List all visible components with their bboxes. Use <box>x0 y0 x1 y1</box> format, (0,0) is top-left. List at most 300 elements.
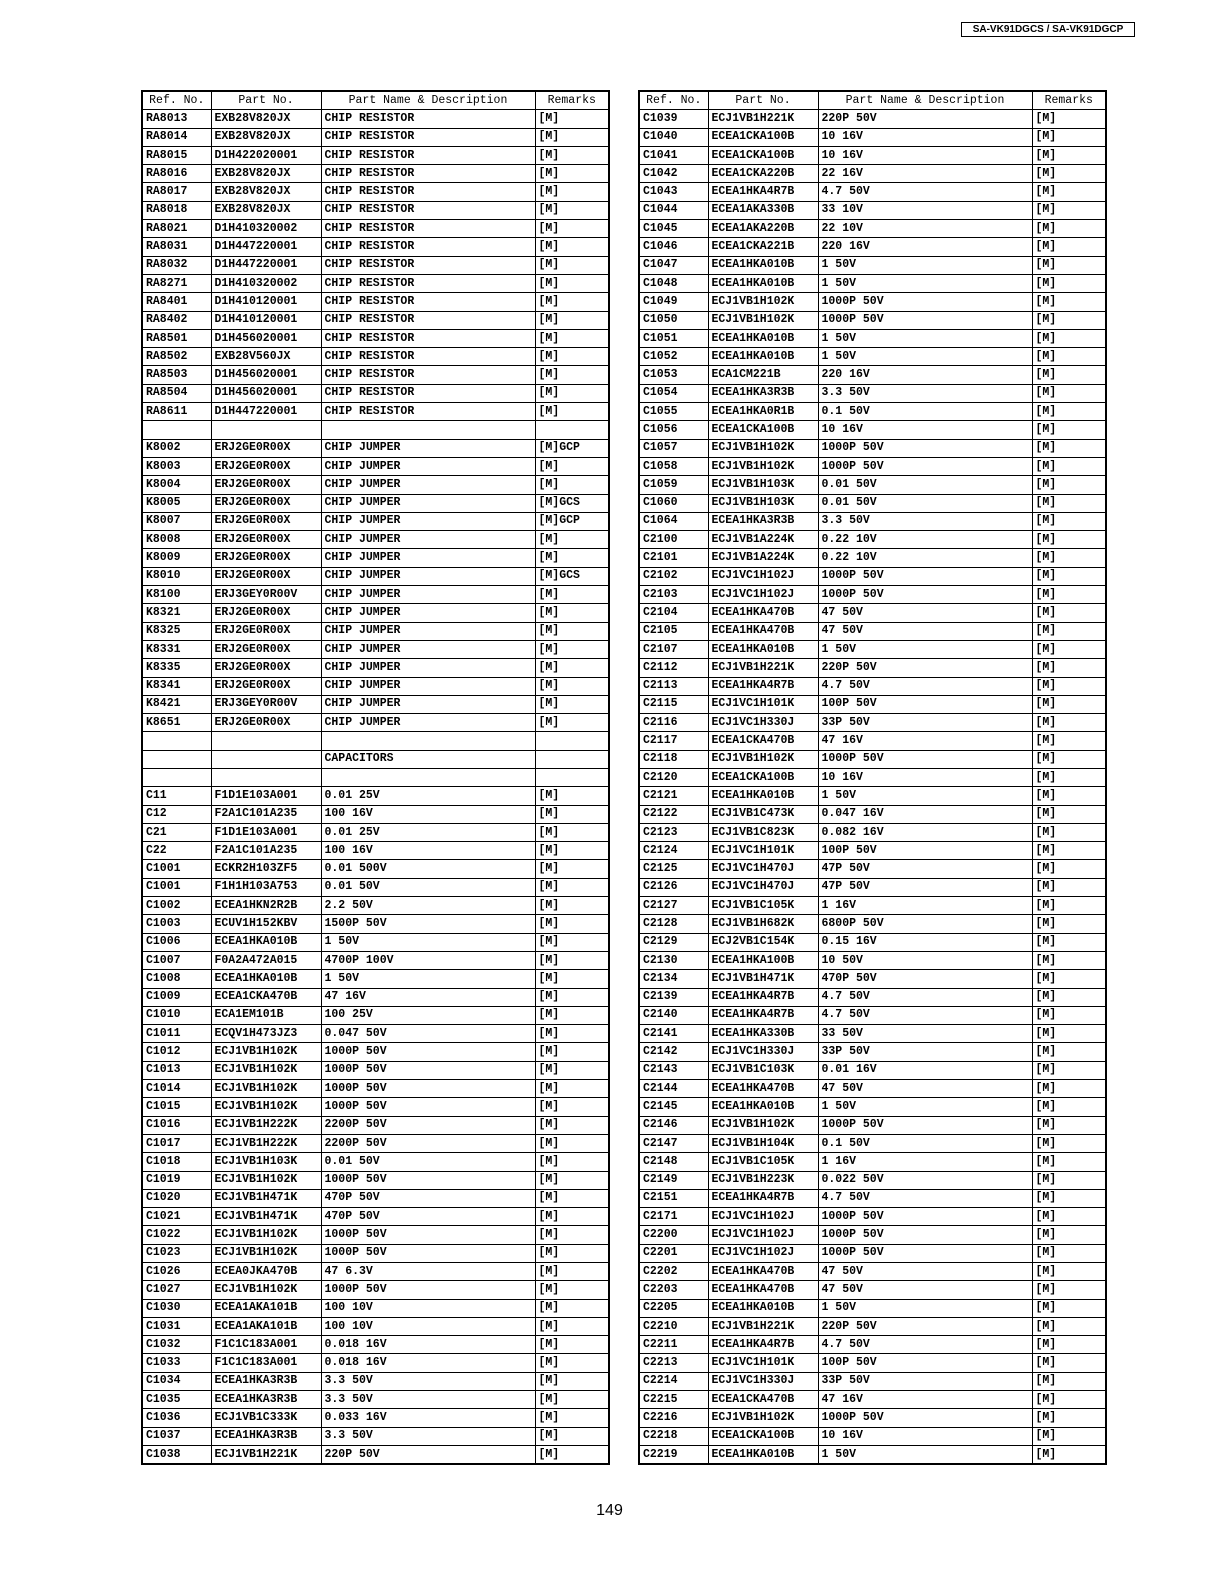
part-name-cell: 3.3 50V <box>321 1391 535 1409</box>
part-name-cell: 0.22 10V <box>818 549 1032 567</box>
remarks-cell: [M] <box>535 860 609 878</box>
part-name-cell: 1000P 50V <box>818 567 1032 585</box>
remarks-cell: [M] <box>1032 220 1106 238</box>
table-row <box>639 677 1106 695</box>
part-no-cell: ECEA1HKA010B <box>708 348 818 366</box>
part-name-cell: CHIP RESISTOR <box>321 238 535 256</box>
table-row <box>142 531 609 549</box>
part-name-cell: 0.01 50V <box>321 1153 535 1171</box>
ref-no-cell: C1042 <box>639 165 708 183</box>
remarks-cell: [M] <box>535 366 609 384</box>
ref-no-cell: C2121 <box>639 787 708 805</box>
remarks-cell: [M] <box>1032 494 1106 512</box>
table-row <box>639 1226 1106 1244</box>
part-name-cell: 220P 50V <box>321 1445 535 1464</box>
part-name-cell: CHIP JUMPER <box>321 457 535 475</box>
remarks-cell: [M] <box>535 549 609 567</box>
part-name-cell: 33 50V <box>818 1025 1032 1043</box>
part-name-cell: 1000P 50V <box>818 311 1032 329</box>
parts-table-left <box>141 90 610 1465</box>
ref-no-cell: C2141 <box>639 1025 708 1043</box>
remarks-cell <box>535 732 609 750</box>
remarks-cell: [M] <box>535 1336 609 1354</box>
remarks-cell: [M]GCS <box>535 567 609 585</box>
ref-no-cell: RA8013 <box>142 110 211 128</box>
table-header-row <box>639 91 1106 110</box>
ref-no-cell: C1064 <box>639 512 708 530</box>
remarks-cell: [M] <box>535 476 609 494</box>
table-row <box>142 384 609 402</box>
table-row <box>142 951 609 969</box>
remarks-cell: [M] <box>535 842 609 860</box>
part-no-cell: ERJ2GE0R00X <box>211 640 321 658</box>
remarks-cell: [M] <box>535 677 609 695</box>
table-header-row <box>142 91 609 110</box>
remarks-cell: [M] <box>1032 787 1106 805</box>
remarks-cell: [M] <box>535 659 609 677</box>
ref-no-cell: C2202 <box>639 1263 708 1281</box>
table-row <box>639 567 1106 585</box>
part-name-cell: 10 16V <box>818 768 1032 786</box>
part-no-cell: ECJ1VB1C105K <box>708 1153 818 1171</box>
remarks-cell: [M] <box>535 146 609 164</box>
part-name-cell <box>321 732 535 750</box>
table-row <box>639 1409 1106 1427</box>
part-no-cell: ERJ2GE0R00X <box>211 494 321 512</box>
ref-no-cell: C1006 <box>142 933 211 951</box>
part-no-cell: ECEA1HKA4R7B <box>708 677 818 695</box>
ref-no-cell: K8009 <box>142 549 211 567</box>
ref-no-cell: K8008 <box>142 531 211 549</box>
part-name-cell: 0.1 50V <box>818 1134 1032 1152</box>
part-name-cell: 1000P 50V <box>818 293 1032 311</box>
table-row <box>142 1153 609 1171</box>
part-no-cell: ECJ1VC1H102J <box>708 1226 818 1244</box>
part-no-cell: ERJ2GE0R00X <box>211 531 321 549</box>
table-row <box>639 1116 1106 1134</box>
remarks-cell: [M] <box>535 1208 609 1226</box>
table-row <box>142 787 609 805</box>
part-no-cell <box>211 750 321 768</box>
ref-no-cell: RA8501 <box>142 329 211 347</box>
ref-no-cell: C2107 <box>639 640 708 658</box>
table-row <box>142 146 609 164</box>
part-name-cell: CHIP JUMPER <box>321 439 535 457</box>
ref-no-cell: C1056 <box>639 421 708 439</box>
table-row <box>639 897 1106 915</box>
part-name-cell: 0.1 50V <box>818 403 1032 421</box>
part-name-cell: 0.01 500V <box>321 860 535 878</box>
part-no-cell: ECJ1VC1H470J <box>708 860 818 878</box>
ref-no-cell: C1046 <box>639 238 708 256</box>
table-row <box>142 640 609 658</box>
ref-no-cell: C2130 <box>639 951 708 969</box>
table-row <box>142 567 609 585</box>
table-row <box>639 201 1106 219</box>
remarks-cell: [M] <box>535 348 609 366</box>
page-number: 149 <box>596 1502 623 1519</box>
part-name-cell: 100P 50V <box>818 1354 1032 1372</box>
ref-no-cell: RA8502 <box>142 348 211 366</box>
table-row <box>639 1061 1106 1079</box>
part-name-cell: 4.7 50V <box>818 183 1032 201</box>
part-name-cell: 4.7 50V <box>818 1189 1032 1207</box>
table-row <box>142 165 609 183</box>
part-no-cell: ECJ1VB1H102K <box>211 1098 321 1116</box>
remarks-cell: [M] <box>535 238 609 256</box>
part-name-cell: CHIP JUMPER <box>321 695 535 713</box>
remarks-cell: [M] <box>1032 183 1106 201</box>
table-row <box>142 1006 609 1024</box>
part-name-cell: CHIP RESISTOR <box>321 274 535 292</box>
part-name-cell: 1500P 50V <box>321 915 535 933</box>
part-no-cell: ECJ1VB1H102K <box>708 457 818 475</box>
part-name-cell: 47 6.3V <box>321 1263 535 1281</box>
table-row <box>142 878 609 896</box>
ref-no-cell: C22 <box>142 842 211 860</box>
part-name-cell: CHIP JUMPER <box>321 659 535 677</box>
ref-no-cell: C2146 <box>639 1116 708 1134</box>
part-name-cell: CHIP JUMPER <box>321 604 535 622</box>
part-no-cell: F1C1C183A001 <box>211 1336 321 1354</box>
table-row <box>142 860 609 878</box>
remarks-cell: [M] <box>1032 311 1106 329</box>
part-no-cell: ECEA1CKA100B <box>708 128 818 146</box>
ref-no-cell: C1043 <box>639 183 708 201</box>
part-no-cell: ECJ1VC1H102J <box>708 586 818 604</box>
part-no-cell: EXB28V820JX <box>211 110 321 128</box>
part-no-cell: D1H422020001 <box>211 146 321 164</box>
table-row <box>639 220 1106 238</box>
part-name-cell: 33P 50V <box>818 1043 1032 1061</box>
remarks-cell: [M] <box>1032 403 1106 421</box>
remarks-cell: [M] <box>1032 549 1106 567</box>
ref-no-cell: C2171 <box>639 1208 708 1226</box>
ref-no-cell: C2125 <box>639 860 708 878</box>
remarks-cell: [M] <box>1032 951 1106 969</box>
table-row <box>142 677 609 695</box>
part-name-cell: 220P 50V <box>818 659 1032 677</box>
table-row <box>639 128 1106 146</box>
ref-no-cell: C2139 <box>639 988 708 1006</box>
ref-no-cell <box>142 732 211 750</box>
remarks-cell: [M] <box>1032 457 1106 475</box>
part-name-cell: 0.01 25V <box>321 823 535 841</box>
table-row <box>639 293 1106 311</box>
ref-no-cell: C2134 <box>639 970 708 988</box>
remarks-cell: [M] <box>1032 1354 1106 1372</box>
table-row <box>142 805 609 823</box>
ref-no-cell: C12 <box>142 805 211 823</box>
remarks-cell: [M] <box>1032 1445 1106 1464</box>
remarks-cell: [M] <box>535 201 609 219</box>
ref-no-cell: C1060 <box>639 494 708 512</box>
remarks-cell: [M] <box>535 897 609 915</box>
part-no-cell: ECJ1VC1H102J <box>708 567 818 585</box>
part-no-cell: ECEA1HKA470B <box>708 622 818 640</box>
part-name-cell: 0.22 10V <box>818 531 1032 549</box>
table-row <box>639 1171 1106 1189</box>
part-no-cell: ECJ1VB1H102K <box>211 1061 321 1079</box>
remarks-cell: [M] <box>1032 274 1106 292</box>
part-name-cell: 1 50V <box>818 348 1032 366</box>
part-name-cell: 100 25V <box>321 1006 535 1024</box>
remarks-cell: [M] <box>535 1025 609 1043</box>
ref-no-cell: C1020 <box>142 1189 211 1207</box>
ref-no-cell: C1051 <box>639 329 708 347</box>
remarks-cell: [M] <box>1032 293 1106 311</box>
ref-no-cell: C2201 <box>639 1244 708 1262</box>
table-row <box>639 384 1106 402</box>
ref-no-cell: C1027 <box>142 1281 211 1299</box>
part-no-cell: ECJ1VB1H471K <box>708 970 818 988</box>
part-name-cell <box>321 421 535 439</box>
table-row <box>142 842 609 860</box>
part-no-cell: ERJ2GE0R00X <box>211 549 321 567</box>
part-no-cell: ECEA1CKA100B <box>708 1427 818 1445</box>
part-no-cell: ERJ2GE0R00X <box>211 714 321 732</box>
part-name-cell: 1000P 50V <box>818 1226 1032 1244</box>
table-row <box>142 622 609 640</box>
part-name-cell: CHIP JUMPER <box>321 531 535 549</box>
part-no-header: Part No. <box>708 91 818 110</box>
remarks-cell: [M] <box>1032 1281 1106 1299</box>
table-row <box>142 732 609 750</box>
part-name-cell: 220 16V <box>818 238 1032 256</box>
ref-no-cell: C1058 <box>639 457 708 475</box>
remarks-cell: [M] <box>535 256 609 274</box>
table-row <box>639 274 1106 292</box>
ref-no-cell: C1035 <box>142 1391 211 1409</box>
part-no-cell: ECEA1CKA221B <box>708 238 818 256</box>
ref-no-cell: C2214 <box>639 1372 708 1390</box>
ref-no-cell: C1040 <box>639 128 708 146</box>
table-row <box>639 1043 1106 1061</box>
ref-no-cell: C2205 <box>639 1299 708 1317</box>
ref-no-cell: RA8015 <box>142 146 211 164</box>
parts-table-right <box>638 90 1107 1465</box>
table-row <box>142 1244 609 1262</box>
ref-no-cell: C2149 <box>639 1171 708 1189</box>
part-name-cell: 47P 50V <box>818 878 1032 896</box>
part-name-cell: 0.01 50V <box>818 476 1032 494</box>
ref-no-cell: C1034 <box>142 1372 211 1390</box>
table-row <box>639 238 1106 256</box>
ref-no-cell: C2213 <box>639 1354 708 1372</box>
table-row <box>639 750 1106 768</box>
table-row <box>142 403 609 421</box>
remarks-cell: [M] <box>535 933 609 951</box>
part-no-cell: D1H447220001 <box>211 238 321 256</box>
table-row <box>142 1409 609 1427</box>
remarks-cell: [M] <box>1032 1006 1106 1024</box>
remarks-cell: [M] <box>1032 1244 1106 1262</box>
part-no-cell: ECEA1CKA100B <box>708 146 818 164</box>
remarks-cell: [M] <box>535 1116 609 1134</box>
ref-no-cell: K8003 <box>142 457 211 475</box>
part-name-cell: 47 16V <box>818 732 1032 750</box>
part-name-cell: CHIP RESISTOR <box>321 220 535 238</box>
part-no-cell: F1D1E103A001 <box>211 823 321 841</box>
part-no-cell: ECEA1HKA4R7B <box>708 1006 818 1024</box>
part-name-header: Part Name & Description <box>818 91 1032 110</box>
part-name-cell: 4.7 50V <box>818 1336 1032 1354</box>
model-number-box: SA-VK91DGCS / SA-VK91DGCP <box>961 22 1135 37</box>
remarks-cell: [M] <box>535 110 609 128</box>
ref-no-cell: RA8017 <box>142 183 211 201</box>
remarks-header: Remarks <box>1032 91 1106 110</box>
ref-no-cell: C2215 <box>639 1391 708 1409</box>
part-name-cell: 100 10V <box>321 1317 535 1335</box>
part-no-cell: ECEA1CKA220B <box>708 165 818 183</box>
part-name-cell: 100 16V <box>321 842 535 860</box>
table-row <box>639 823 1106 841</box>
part-no-cell: D1H410320002 <box>211 274 321 292</box>
remarks-cell: [M] <box>1032 165 1106 183</box>
table-row <box>142 659 609 677</box>
ref-no-cell: K8005 <box>142 494 211 512</box>
table-row <box>639 1080 1106 1098</box>
remarks-cell: [M] <box>1032 933 1106 951</box>
table-row <box>639 695 1106 713</box>
part-no-cell: ECJ1VC1H102J <box>708 1208 818 1226</box>
ref-no-cell: C1059 <box>639 476 708 494</box>
ref-no-cell: C1055 <box>639 403 708 421</box>
remarks-cell: [M] <box>1032 988 1106 1006</box>
part-no-cell: ECEA1HKA010B <box>708 1445 818 1464</box>
part-name-cell: 1000P 50V <box>321 1244 535 1262</box>
table-row <box>639 403 1106 421</box>
part-name-cell: 1000P 50V <box>818 1409 1032 1427</box>
table-row <box>142 750 609 768</box>
ref-no-cell: C2100 <box>639 531 708 549</box>
part-no-cell: ECEA1HKN2R2B <box>211 897 321 915</box>
table-row <box>639 1317 1106 1335</box>
table-row <box>142 311 609 329</box>
part-no-cell: D1H410320002 <box>211 220 321 238</box>
remarks-cell: [M] <box>535 1263 609 1281</box>
ref-no-cell: C1036 <box>142 1409 211 1427</box>
ref-no-cell: K8421 <box>142 695 211 713</box>
part-name-cell: CHIP RESISTOR <box>321 293 535 311</box>
part-no-cell: ECJ1VB1A224K <box>708 549 818 567</box>
part-no-cell: ECJ1VC1H330J <box>708 1372 818 1390</box>
part-name-cell: 100 10V <box>321 1299 535 1317</box>
remarks-cell <box>535 421 609 439</box>
part-no-cell: ECEA1HKA470B <box>708 1263 818 1281</box>
part-no-cell: ECJ1VB1H102K <box>708 750 818 768</box>
part-name-cell: 1000P 50V <box>321 1171 535 1189</box>
table-row <box>142 220 609 238</box>
table-row <box>142 110 609 128</box>
remarks-cell: [M] <box>1032 1080 1106 1098</box>
part-no-cell: ECJ1VB1H471K <box>211 1189 321 1207</box>
table-row <box>142 1299 609 1317</box>
ref-no-cell: C2120 <box>639 768 708 786</box>
remarks-cell: [M] <box>535 1409 609 1427</box>
table-row <box>639 878 1106 896</box>
part-no-cell: F1H1H103A753 <box>211 878 321 896</box>
part-no-cell: F1C1C183A001 <box>211 1354 321 1372</box>
remarks-cell: [M] <box>1032 1061 1106 1079</box>
remarks-cell: [M] <box>1032 531 1106 549</box>
part-no-cell: ECJ1VB1H222K <box>211 1116 321 1134</box>
remarks-cell: [M] <box>535 1427 609 1445</box>
table-row <box>142 366 609 384</box>
remarks-cell: [M] <box>1032 1391 1106 1409</box>
ref-no-cell: RA8032 <box>142 256 211 274</box>
part-no-cell: ERJ2GE0R00X <box>211 457 321 475</box>
part-name-cell: 0.047 50V <box>321 1025 535 1043</box>
part-no-cell: ECEA1HKA010B <box>708 1299 818 1317</box>
table-row <box>639 714 1106 732</box>
ref-no-cell: C1010 <box>142 1006 211 1024</box>
ref-no-cell: C2124 <box>639 842 708 860</box>
part-name-cell: 2200P 50V <box>321 1134 535 1152</box>
part-name-cell: 100P 50V <box>818 842 1032 860</box>
remarks-cell: [M] <box>1032 604 1106 622</box>
part-no-cell: ECJ1VB1H102K <box>211 1080 321 1098</box>
remarks-cell: [M] <box>1032 1025 1106 1043</box>
table-row <box>142 494 609 512</box>
ref-no-cell: C2210 <box>639 1317 708 1335</box>
table-row <box>639 970 1106 988</box>
part-no-cell: ECJ1VB1H221K <box>211 1445 321 1464</box>
table-row <box>142 1061 609 1079</box>
ref-no-cell: C1023 <box>142 1244 211 1262</box>
table-row <box>142 348 609 366</box>
part-no-cell: ECEA1HKA010B <box>211 970 321 988</box>
remarks-cell: [M] <box>1032 732 1106 750</box>
part-no-cell: D1H456020001 <box>211 329 321 347</box>
table-row <box>639 476 1106 494</box>
remarks-cell: [M] <box>535 165 609 183</box>
table-row <box>142 1263 609 1281</box>
part-no-cell: ERJ3GEY0R00V <box>211 586 321 604</box>
remarks-cell: [M] <box>535 1061 609 1079</box>
part-name-cell: 1000P 50V <box>818 750 1032 768</box>
part-name-cell: CHIP RESISTOR <box>321 128 535 146</box>
remarks-cell: [M] <box>535 604 609 622</box>
table-row <box>639 988 1106 1006</box>
ref-no-cell: RA8401 <box>142 293 211 311</box>
table-row <box>639 110 1106 128</box>
remarks-cell: [M] <box>1032 512 1106 530</box>
remarks-cell: [M] <box>535 274 609 292</box>
part-no-cell: ECJ1VB1H102K <box>708 439 818 457</box>
part-name-cell: 1000P 50V <box>818 1116 1032 1134</box>
table-row <box>142 1281 609 1299</box>
part-name-cell: CHIP RESISTOR <box>321 183 535 201</box>
remarks-cell: [M] <box>1032 348 1106 366</box>
ref-no-cell: C2219 <box>639 1445 708 1464</box>
ref-no-cell: C1030 <box>142 1299 211 1317</box>
table-row <box>639 860 1106 878</box>
part-no-cell: ECJ1VB1H103K <box>708 494 818 512</box>
part-no-cell: ECEA1HKA330B <box>708 1025 818 1043</box>
table-row <box>142 549 609 567</box>
part-name-cell: CHIP JUMPER <box>321 677 535 695</box>
part-no-cell: F2A1C101A235 <box>211 842 321 860</box>
ref-no-cell: RA8016 <box>142 165 211 183</box>
part-name-cell: 4.7 50V <box>818 988 1032 1006</box>
remarks-cell <box>535 768 609 786</box>
ref-no-cell: RA8031 <box>142 238 211 256</box>
part-name-cell: CHIP RESISTOR <box>321 311 535 329</box>
ref-no-cell: RA8014 <box>142 128 211 146</box>
ref-no-cell: C1018 <box>142 1153 211 1171</box>
ref-no-cell: C2116 <box>639 714 708 732</box>
